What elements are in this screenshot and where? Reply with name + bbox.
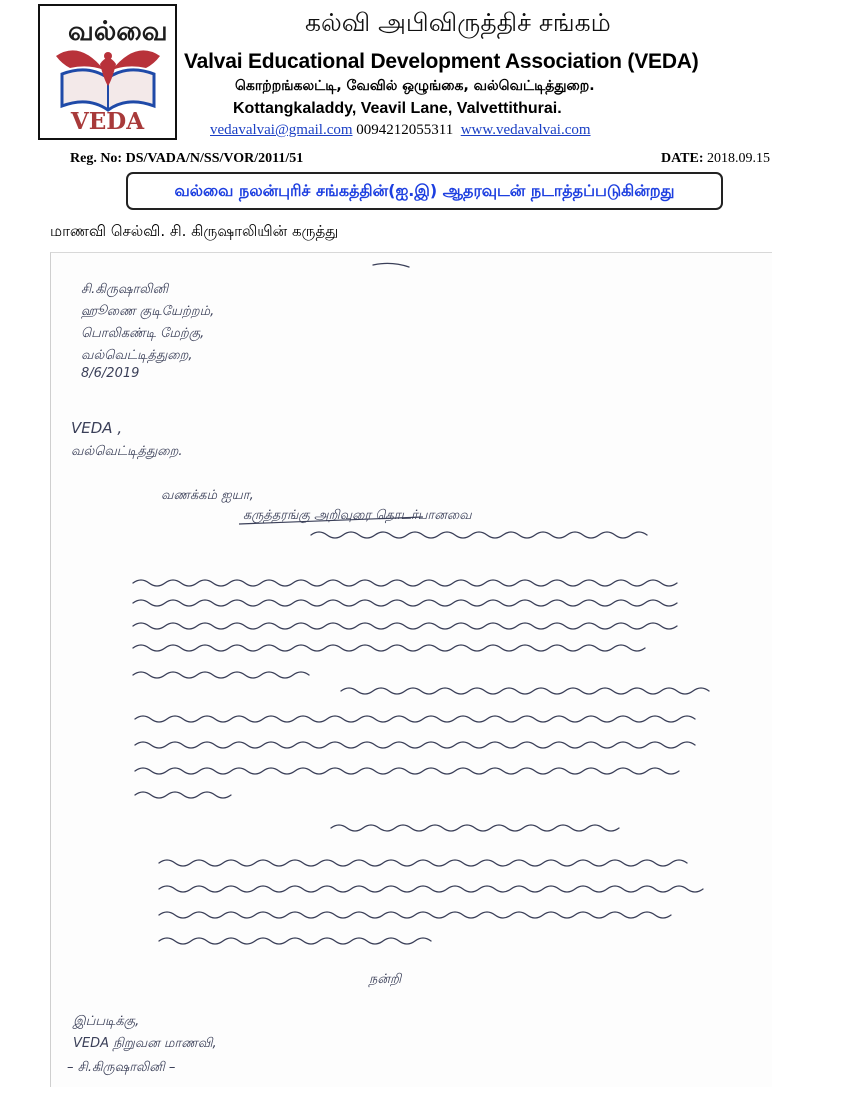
- handwriting-scan: [51, 253, 773, 1088]
- handwritten-letter: [50, 252, 772, 1087]
- registration-number: Reg. No: DS/VADA/N/SS/VOR/2011/51: [70, 151, 304, 166]
- veda-logo: [38, 4, 177, 140]
- salutation: வணக்கம் ஐயா,: [161, 488, 254, 503]
- signoff-line-3: – சி.கிருஷாலினி –: [67, 1060, 176, 1075]
- date-label: DATE:: [661, 151, 704, 166]
- org-title-tamil: கல்வி அபிவிருத்திச் சங்கம்: [305, 8, 611, 37]
- contact-line: [210, 122, 591, 139]
- support-banner: [126, 172, 723, 210]
- date-value: 2018.09.15: [707, 151, 771, 166]
- address-tamil: கொற்றங்கலட்டி, வேவில் ஒழுங்கை, வல்வெட்டித்துறை.: [235, 78, 595, 94]
- recipient-line-1: VEDA ,: [71, 419, 123, 437]
- logo-acronym: VEDA: [70, 108, 145, 135]
- dove-book-icon: [48, 34, 168, 116]
- section-caption: மாணவி செல்வி. சி. கிருஷாலியின் கருத்து: [50, 222, 339, 240]
- banner-text: வல்வை நலன்புரிச் சங்கத்தின்(ஐ.இ) ஆதரவுடன் நடாத்தப்படுகின்றது: [174, 180, 675, 200]
- sender-date: 8/6/2019: [81, 366, 140, 381]
- closing-thanks: நன்றி: [369, 972, 402, 987]
- recipient-line-2: வல்வெட்டித்துறை.: [71, 444, 183, 459]
- sender-line-2: ஹூணை குடியேற்றம்,: [81, 304, 215, 319]
- signoff-line-2: VEDA நிறுவன மாணவி,: [73, 1036, 217, 1051]
- website-link[interactable]: www.vedavalvai.com: [460, 122, 591, 138]
- logo-word: வல்வை: [68, 16, 168, 47]
- address-english: Kottangkaladdy, Veavil Lane, Valvettithurai.: [233, 100, 562, 117]
- email-link[interactable]: vedavalvai@gmail.com: [210, 122, 353, 138]
- document-date: [661, 151, 770, 167]
- org-title-english: Valvai Educational Development Association (VEDA): [184, 50, 699, 73]
- sender-line-3: பொலிகண்டி மேற்கு,: [81, 326, 205, 341]
- subject-line: கருத்தரங்கு அறிவுரை தொடர்பானவை: [243, 508, 472, 523]
- phone-number: 0094212055311: [356, 122, 454, 138]
- sender-line-4: வல்வெட்டித்துறை,: [81, 348, 193, 363]
- sender-line-1: சி.கிருஷாலினி: [81, 282, 169, 297]
- signoff-line-1: இப்படிக்கு,: [73, 1014, 140, 1029]
